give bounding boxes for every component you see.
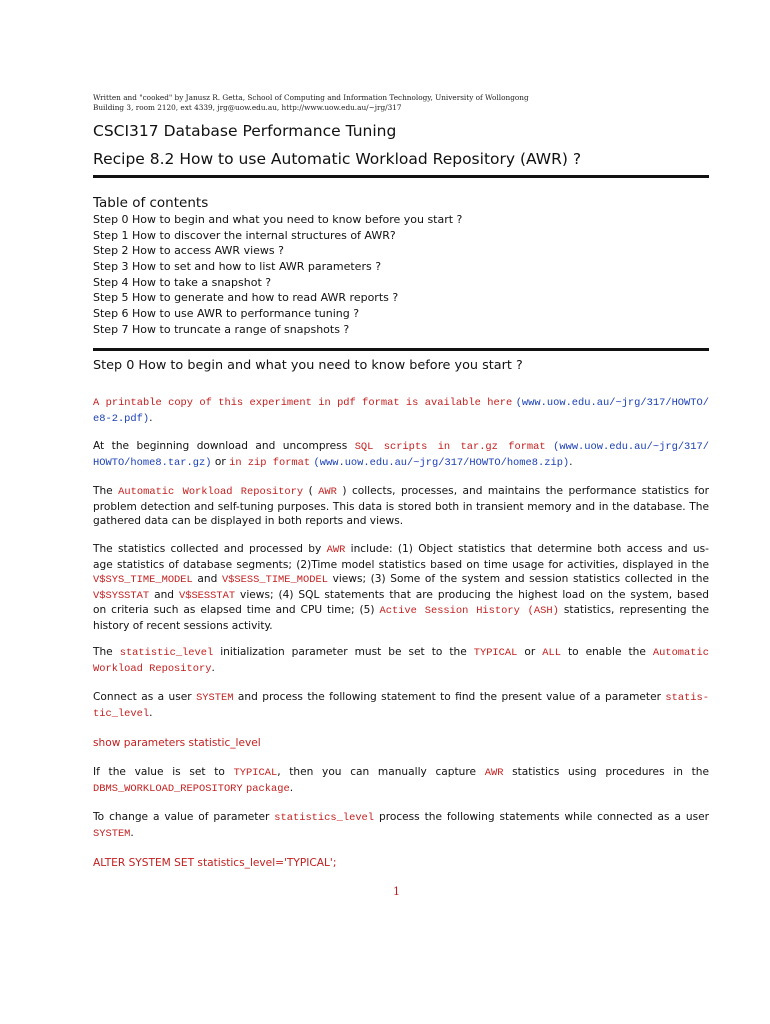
show-parameters-command: show parameters statistic_level: [93, 737, 261, 749]
statlevel-or: or: [524, 646, 536, 658]
awr-keyword: AWR: [326, 544, 346, 556]
toc-item-step-0[interactable]: Step 0 How to begin and what you need to know before you start ?: [93, 213, 463, 226]
system-keyword-2: SYSTEM: [93, 827, 131, 840]
tar-gz-link[interactable]: SQL scripts in tar.gz format: [354, 441, 546, 453]
zip-url[interactable]: (www.uow.edu.au/~jrg/317/HOWTO/home8.zip): [313, 456, 570, 469]
change-text-1: To change a value of parameter: [93, 811, 270, 823]
statlevel-text-2: initialization parameter must be set to the: [220, 646, 467, 658]
stats-text-5a: on criteria such as elapsed time and CPU time; (5): [93, 604, 375, 617]
download-text-1: At the beginning download and uncompress: [93, 440, 348, 452]
awr-intro-text-2: ) collects, processes, and maintains the performance statistics for: [342, 485, 709, 497]
printable-copy-link[interactable]: A printable copy of this experiment in pdf format is available here: [93, 397, 513, 409]
sesstat-keyword: V$SESSTAT: [178, 589, 236, 602]
printable-url-part1[interactable]: (www.uow.edu.au/~jrg/317/HOWTO/: [515, 397, 709, 409]
course-title: CSCI317 Database Performance Tuning: [93, 122, 397, 140]
statlevel-text-4: to enable the: [567, 646, 646, 658]
stats-text-2: include: (1) Object statistics that determine both access and us-: [350, 543, 709, 555]
period: .: [149, 706, 153, 719]
automatic-keyword: Automatic: [652, 647, 709, 659]
stats-and-1: and: [197, 573, 218, 586]
download-paragraph: [93, 439, 709, 470]
sysstat-keyword: V$SYSSTAT: [93, 589, 150, 602]
toc-item-step-3[interactable]: Step 3 How to set and how to list AWR parameters ?: [93, 260, 382, 274]
connect-text-1: Connect as a user: [93, 691, 192, 703]
stats-line-2: age statistics of database segments; (2)Time model statistics based on time usage for activities, displayed in the: [93, 558, 709, 571]
awr-keyword-short: AWR: [318, 486, 337, 498]
toc-item-step-2[interactable]: Step 2 How to access AWR views ?: [93, 244, 284, 258]
statistic-level-keyword-part2: tic_level: [93, 707, 150, 720]
table-of-contents: [93, 212, 462, 338]
printable-url-part2[interactable]: e8-2.pdf): [93, 412, 150, 425]
header-line-1: Written and "cooked" by Janusz R. Getta, School of Computing and Information Technology, University of Wollongong: [93, 93, 529, 102]
typical-text-2: , then you can manually capture: [277, 766, 477, 778]
typical-keyword-2: TYPICAL: [233, 767, 278, 779]
workload-repository-keyword: Workload Repository: [93, 662, 212, 675]
period: .: [149, 411, 153, 424]
step-0-heading: Step 0 How to begin and what you need to know before you start ?: [93, 358, 523, 373]
stats-line-6: history of recent sessions activity.: [93, 619, 273, 632]
toc-item-step-7[interactable]: Step 7 How to truncate a range of snapshots ?: [93, 322, 350, 336]
tar-gz-url-part2[interactable]: HOWTO/home8.tar.gz): [93, 456, 212, 469]
author-header: [93, 93, 709, 112]
awr-intro-line-3: gathered data can be displayed in both reports and views.: [93, 515, 404, 528]
sess-time-model-keyword: V$SESS_TIME_MODEL: [221, 574, 328, 587]
awr-intro-paren: (: [308, 485, 313, 497]
toc-heading: Table of contents: [93, 195, 209, 211]
system-keyword: SYSTEM: [196, 692, 234, 704]
period: .: [211, 661, 215, 674]
page-number: 1: [393, 885, 400, 898]
stats-text-4: views; (3) Some of the system and session statistics collected in the: [332, 573, 709, 586]
dbms-workload-repository-keyword: DBMS_WORKLOAD_REPOSITORY: [93, 782, 243, 795]
typical-text-3: statistics using procedures in the: [512, 766, 709, 778]
awr-keyword-2: AWR: [484, 767, 504, 779]
toc-item-step-4[interactable]: Step 4 How to take a snapshot ?: [93, 275, 272, 289]
zip-link[interactable]: in zip format: [229, 456, 311, 469]
alter-system-command: ALTER SYSTEM SET statistics_level='TYPICAL';: [93, 857, 337, 869]
download-text-or: or: [214, 455, 226, 468]
statistics-paragraph: [93, 542, 709, 634]
awr-intro-paragraph: [93, 484, 709, 529]
connect-paragraph: [93, 690, 709, 721]
stats-and-2: and: [154, 588, 175, 601]
change-text-2: process the following statements while connected as a user: [378, 811, 710, 823]
awr-keyword-full: Automatic Workload Repository: [118, 486, 304, 498]
period: .: [289, 781, 294, 794]
period: .: [569, 455, 573, 468]
typical-keyword: TYPICAL: [473, 647, 518, 659]
typical-text-1: If the value is set to: [93, 766, 225, 778]
statistic-level-keyword: statistic_level: [119, 647, 214, 659]
period: .: [130, 826, 134, 839]
change-paragraph: [93, 810, 709, 841]
statistics-level-keyword: statistics_level: [274, 812, 375, 824]
printable-copy-paragraph: [93, 395, 709, 426]
toc-item-step-5[interactable]: Step 5 How to generate and how to read AWR reports ?: [93, 291, 399, 305]
awr-intro-text-1: The: [93, 485, 113, 497]
awr-intro-line-2: problem detection and self-tuning purposes. This data is stored both in transient memory and in the database. The: [93, 500, 709, 513]
toc-item-step-1[interactable]: Step 1 How to discover the internal structures of AWR?: [93, 228, 396, 242]
section-rule: [93, 348, 709, 351]
recipe-title: Recipe 8.2 How to use Automatic Workload Repository (AWR) ?: [93, 150, 582, 168]
all-keyword: ALL: [542, 647, 561, 659]
stats-text-1: The statistics collected and processed by: [93, 543, 322, 555]
sys-time-model-keyword: V$SYS_TIME_MODEL: [93, 574, 193, 587]
statistic-level-paragraph: [93, 645, 709, 676]
stats-text-6: views; (4) SQL statements that are producing the highest load on the system, based: [240, 588, 709, 601]
tar-gz-url-part1[interactable]: (www.uow.edu.au/~jrg/317/: [553, 441, 709, 453]
statistic-level-keyword-part1: statis-: [665, 692, 710, 704]
typical-paragraph: [93, 765, 709, 796]
stats-text-5b: statistics, representing the: [563, 604, 709, 617]
title-rule: [93, 175, 709, 178]
statlevel-text-1: The: [93, 646, 113, 658]
header-line-2: Building 3, room 2120, ext 4339, jrg@uow.edu.au, http://www.uow.edu.au/~jrg/317: [93, 102, 402, 112]
ash-keyword: Active Session History (ASH): [379, 605, 559, 618]
package-keyword: package: [246, 782, 290, 795]
toc-item-step-6[interactable]: Step 6 How to use AWR to performance tuning ?: [93, 307, 360, 321]
connect-text-2: and process the following statement to find the present value of a parameter: [237, 691, 661, 703]
